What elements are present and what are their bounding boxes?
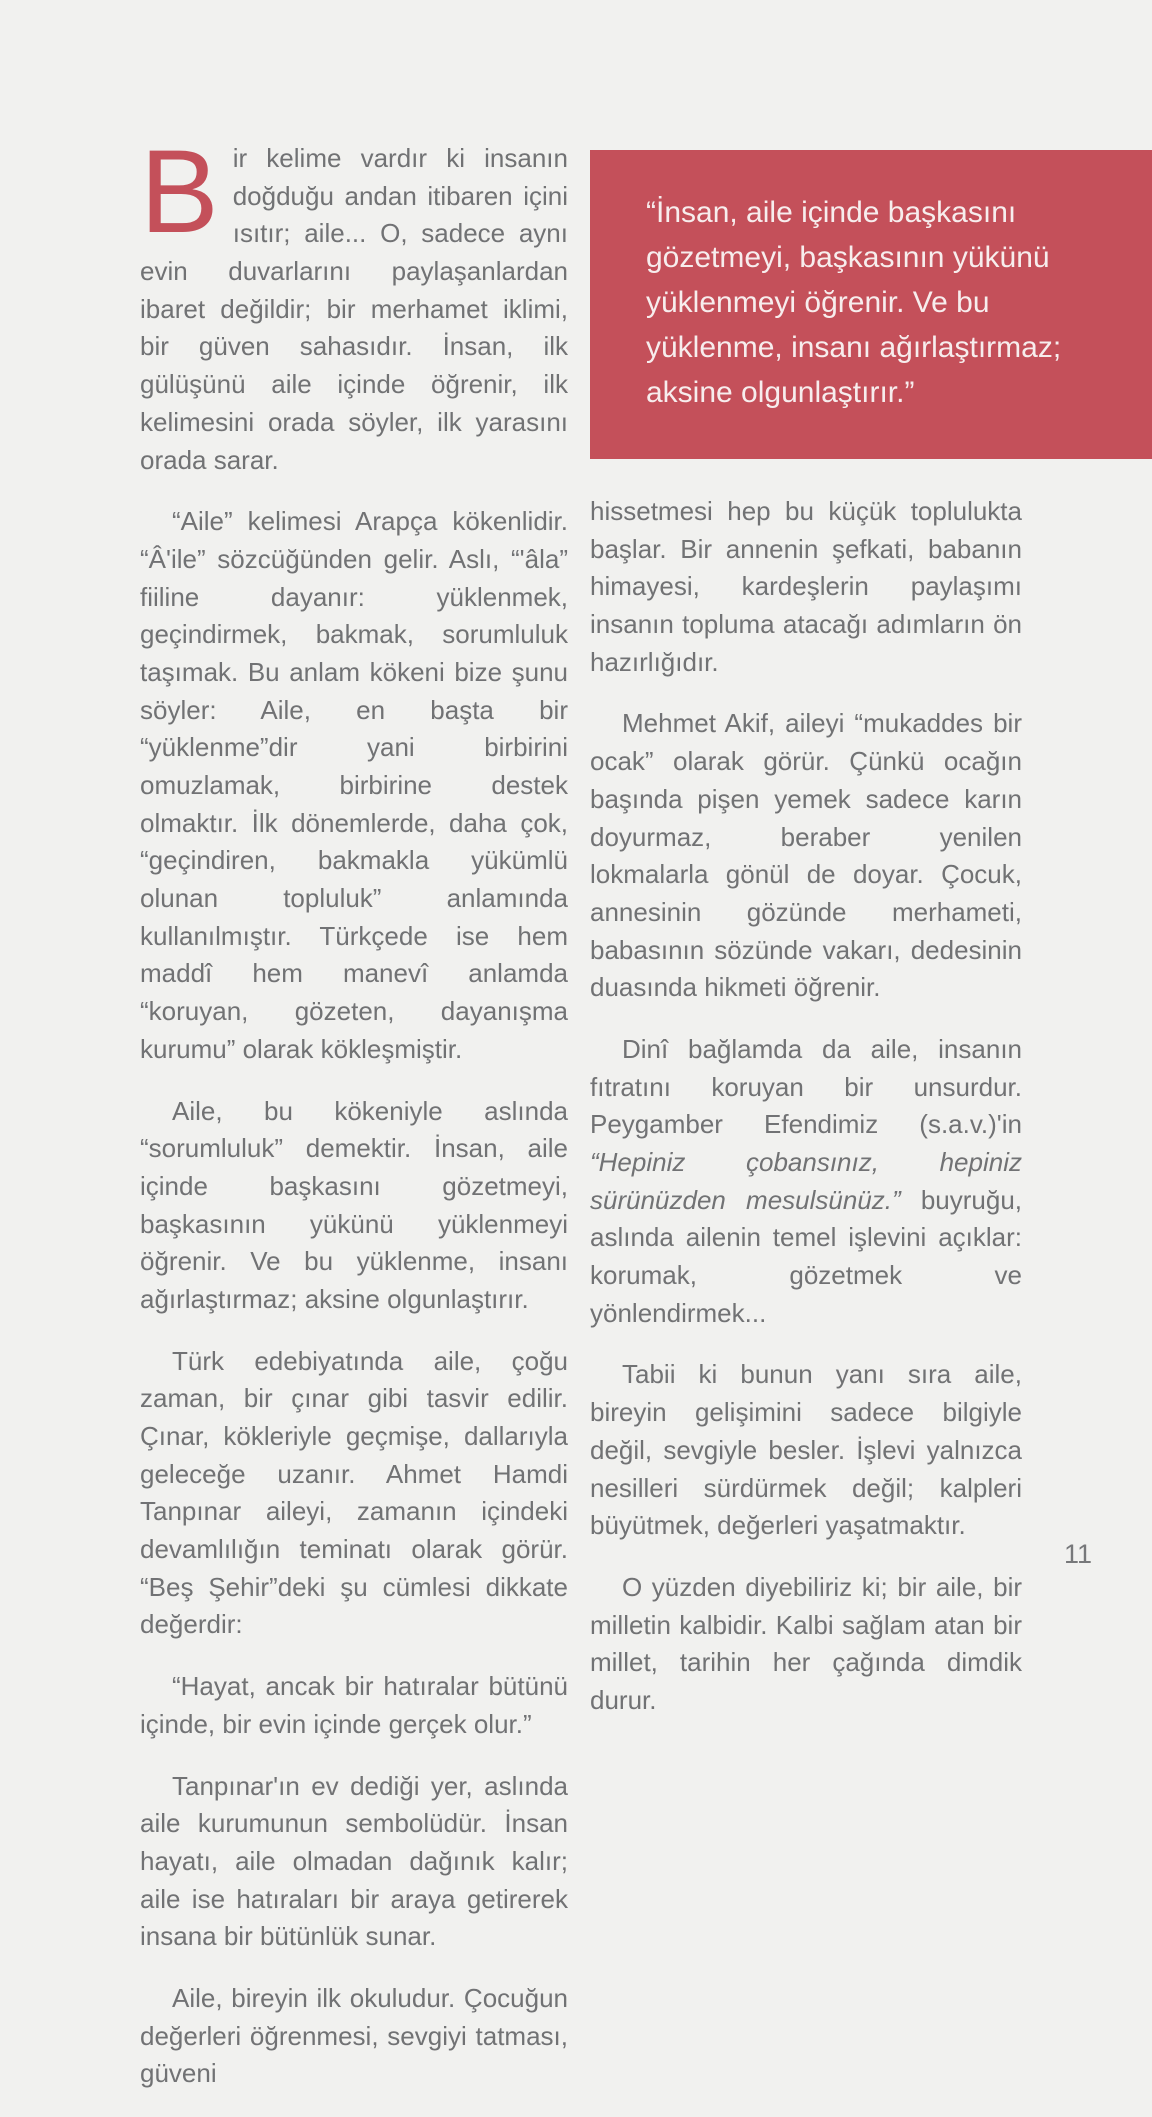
pull-quote-box [590,150,1152,459]
left-column [140,126,568,2117]
paragraph: Türk edebiyatında aile, çoğu zaman, bir çınar gibi tasvir edilir. Çınar, kökleriyle geçmişe, dallarıyla geleceğe uzanır. Ahmet Hamdi Tanpınar aileyi, zamanın içindeki devamlılığın teminatı olarak görür. “Beş Şehir”deki şu cümlesi dikkate değerdir: [140,1345,568,1640]
paragraph: Tanpınar'ın ev dediği yer, aslında aile kurumunun sembolüdür. İnsan hayatı, aile olmadan dağınık kalır; aile ise hatıraları bir araya getirerek insana bir bütünlük sunar. [140,1770,568,1952]
paragraph: “Aile” kelimesi Arapça kökenlidir. “Â'ile” sözcüğünden gelir. Aslı, “'âla” fiiline dayanır: yüklenmek, geçindirmek, bakmak, sorumluluk taşımak. Bu anlam kökeni bize şunu söyler: Aile, en başta bir “yüklenme”dir yani birbirini omuzlamak, birbirine destek olmaktır. İlk dönemlerde, daha çok, “geçindiren, bakmakla yükümlü olunan topluluk” anlamında kullanılmıştır. Türkçede ise hem maddî hem manevî anlamda “koruyan, gözeten, dayanışma kurumu” olarak kökleşmiştir. [140,506,568,1064]
hadith-italic-text: “Hepiniz çobansınız, hepiniz sürünüzden mesulsünüz.” [590,1147,1022,1215]
pull-quote-text: “İnsan, aile içinde başkasını gözetmeyi, başkasının yükünü yüklenmeyi öğrenir. Ve bu yüklenme, insanı ağırlaştırmaz; aksine olgunlaştırır.” [646,196,1062,409]
main-content [140,126,1062,2117]
paragraph-segment: Dinî bağlamda da aile, insanın fıtratını koruyan bir unsurdur. Peygamber Efendimiz (s.a.v.)'in [590,1033,1022,1140]
right-column [590,140,1062,2117]
paragraph: Tabii ki bunun yanı sıra aile, bireyin gelişimini sadece bilgiyle değil, sevgiyle besler. İşlevi yalnızca nesilleri sürdürmek değil; kalpleri büyütmek, değerleri yaşatmaktır. [590,1359,1022,1541]
paragraph: Aile, bu kökeniyle aslında “sorumluluk” demektir. İnsan, aile içinde başkasını gözetmeyi, başkasının yükünü yüklenmeyi öğrenir. Ve bu yüklenme, insanı ağırlaştırmaz; aksine olgunlaştırır. [140,1095,568,1314]
paragraph-continuation: hissetmesi hep bu küçük toplulukta başlar. Bir annenin şefkati, babanın himayesi, kardeşlerin paylaşımı insanın topluma atacağı adımların ön hazırlığıdır. [590,496,1022,677]
paragraph: Mehmet Akif, aileyi “mukaddes bir ocak” olarak görür. Çünkü ocağın başında pişen yemek sadece karın doyurmaz, beraber yenilen lokmalarla gönül de doyar. Çocuk, annesinin gözünde merhameti, babasının sözünde vakarı, dedesinin duasında hikmeti öğrenir. [590,708,1022,1003]
paragraph: Aile, bireyin ilk okuludur. Çocuğun değerleri öğrenmesi, sevgiyi tatması, güveni [140,1982,568,2089]
paragraph-segment: buyruğu, aslında ailenin temel işlevini açıklar: korumak, gözetmek ve yönlendirmek... [590,1184,1022,1328]
paragraph: O yüzden diyebiliriz ki; bir aile, bir milletin kalbidir. Kalbi sağlam atan bir millet, tarihin her çağında dimdik durur. [590,1571,1022,1715]
paragraph-quote-inline: “Hayat, ancak bir hatıralar bütünü içinde, bir evin içinde gerçek olur.” [140,1671,568,1739]
paragraph-intro-text: ir kelime vardır ki insanın doğduğu andan itibaren içini ısıtır; aile... O, sadece aynı evin duvarlarını paylaşanlardan ibaret değildir; bir merhamet iklimi, bir güven sahasıdır. İnsan, ilk gülüşünü aile içinde öğrenir, ilk kelimesini orada söyler, ilk yarasını orada sarar. [140,143,568,475]
drop-cap: B [140,126,219,258]
paragraph-with-hadith [590,1031,1022,1333]
paragraph-intro [140,126,568,479]
page-number: 11 [1063,1539,1092,1569]
